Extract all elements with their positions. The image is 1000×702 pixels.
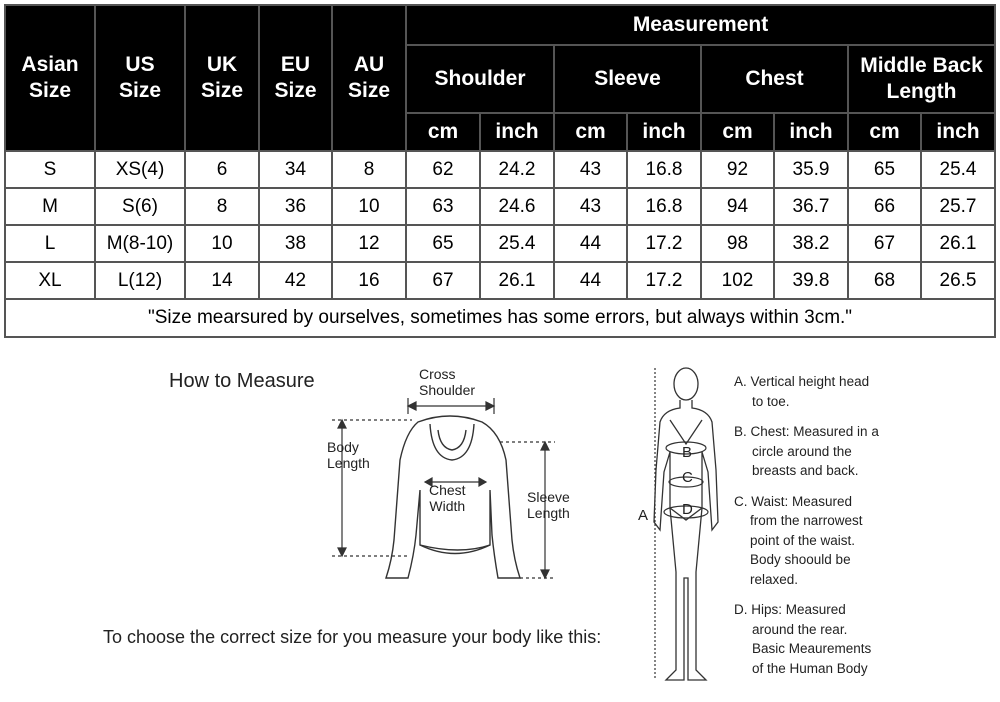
marker-a: A bbox=[638, 507, 649, 524]
table-cell: 17.2 bbox=[627, 225, 701, 262]
table-cell: 24.2 bbox=[480, 151, 554, 188]
table-cell: 39.8 bbox=[774, 262, 848, 299]
header-uk-size: UK Size bbox=[185, 5, 259, 151]
table-cell: 25.4 bbox=[921, 151, 995, 188]
table-cell: 26.1 bbox=[921, 225, 995, 262]
table-row bbox=[5, 151, 995, 188]
table-cell: 36.7 bbox=[774, 188, 848, 225]
table-cell: 43 bbox=[554, 188, 627, 225]
header-chest: Chest bbox=[701, 45, 848, 113]
table-cell: 44 bbox=[554, 262, 627, 299]
table-cell: 14 bbox=[185, 262, 259, 299]
table-cell: 44 bbox=[554, 225, 627, 262]
header-us-size: US Size bbox=[95, 5, 185, 151]
chest-width-label: Chest Width bbox=[429, 482, 466, 514]
table-row bbox=[5, 262, 995, 299]
table-row bbox=[5, 225, 995, 262]
table-cell: 62 bbox=[406, 151, 480, 188]
table-note: "Size mearsured by ourselves, sometimes has some errors, but always within 3cm." bbox=[5, 299, 995, 337]
header-cm: cm bbox=[554, 113, 627, 151]
table-cell: L(12) bbox=[95, 262, 185, 299]
note-d: D. Hips: Measured around the rear. Basic Meaurements of the Human Body bbox=[734, 602, 872, 676]
table-cell: 38 bbox=[259, 225, 332, 262]
marker-d: D bbox=[682, 501, 693, 518]
human-figure bbox=[654, 368, 718, 680]
table-cell: 16.8 bbox=[627, 188, 701, 225]
table-cell: 25.4 bbox=[480, 225, 554, 262]
table-cell: 67 bbox=[848, 225, 921, 262]
table-cell: 17.2 bbox=[627, 262, 701, 299]
cross-shoulder-arrow bbox=[408, 398, 494, 414]
table-cell: M(8-10) bbox=[95, 225, 185, 262]
header-measurement: Measurement bbox=[406, 5, 995, 45]
table-cell: M bbox=[5, 188, 95, 225]
table-cell: 8 bbox=[185, 188, 259, 225]
header-au-size: AU Size bbox=[332, 5, 406, 151]
header-sleeve: Sleeve bbox=[554, 45, 701, 113]
table-cell: 25.7 bbox=[921, 188, 995, 225]
table-cell: 67 bbox=[406, 262, 480, 299]
table-cell: 68 bbox=[848, 262, 921, 299]
table-cell: 10 bbox=[332, 188, 406, 225]
table-cell: 102 bbox=[701, 262, 774, 299]
table-cell: 16.8 bbox=[627, 151, 701, 188]
table-cell: XL bbox=[5, 262, 95, 299]
table-cell: 92 bbox=[701, 151, 774, 188]
table-cell: 42 bbox=[259, 262, 332, 299]
table-cell: 36 bbox=[259, 188, 332, 225]
cross-shoulder-label: Cross Shoulder bbox=[419, 366, 476, 398]
header-asian-size: Asian Size bbox=[5, 5, 95, 151]
table-cell: 66 bbox=[848, 188, 921, 225]
table-cell: 65 bbox=[848, 151, 921, 188]
note-b: B. Chest: Measured in a circle around the breasts and back. bbox=[734, 424, 879, 478]
body-length-label: Body Length bbox=[327, 439, 370, 471]
choose-size-text: To choose the correct size for you measure your body like this: bbox=[103, 627, 602, 647]
table-cell: 24.6 bbox=[480, 188, 554, 225]
marker-c: C bbox=[682, 469, 693, 486]
table-cell: 12 bbox=[332, 225, 406, 262]
table-cell: 26.1 bbox=[480, 262, 554, 299]
table-cell: 35.9 bbox=[774, 151, 848, 188]
header-cm: cm bbox=[701, 113, 774, 151]
table-cell: 6 bbox=[185, 151, 259, 188]
header-cm: cm bbox=[406, 113, 480, 151]
table-cell: 65 bbox=[406, 225, 480, 262]
sleeve-length-label: Sleeve Length bbox=[527, 489, 570, 521]
header-shoulder: Shoulder bbox=[406, 45, 554, 113]
table-cell: 43 bbox=[554, 151, 627, 188]
table-cell: 26.5 bbox=[921, 262, 995, 299]
table-cell: 16 bbox=[332, 262, 406, 299]
measurement-guide bbox=[0, 340, 1000, 702]
header-inch: inch bbox=[774, 113, 848, 151]
table-cell: L bbox=[5, 225, 95, 262]
table-cell: XS(4) bbox=[95, 151, 185, 188]
header-middle-back-length: Middle Back Length bbox=[848, 45, 995, 113]
table-row bbox=[5, 188, 995, 225]
header-inch: inch bbox=[480, 113, 554, 151]
how-to-measure-title: How to Measure bbox=[169, 370, 315, 392]
header-inch: inch bbox=[921, 113, 995, 151]
table-cell: 34 bbox=[259, 151, 332, 188]
size-chart-table bbox=[4, 4, 996, 338]
header-inch: inch bbox=[627, 113, 701, 151]
note-c: C. Waist: Measured from the narrowest point of the waist. Body shoould be relaxed. bbox=[734, 493, 863, 587]
table-cell: 98 bbox=[701, 225, 774, 262]
table-cell: 94 bbox=[701, 188, 774, 225]
body-notes bbox=[734, 372, 879, 678]
marker-b: B bbox=[682, 444, 693, 461]
note-a: A. Vertical height head to toe. bbox=[734, 374, 870, 409]
table-cell: 63 bbox=[406, 188, 480, 225]
header-cm: cm bbox=[848, 113, 921, 151]
table-cell: S(6) bbox=[95, 188, 185, 225]
table-cell: S bbox=[5, 151, 95, 188]
table-cell: 10 bbox=[185, 225, 259, 262]
table-cell: 8 bbox=[332, 151, 406, 188]
table-cell: 38.2 bbox=[774, 225, 848, 262]
header-eu-size: EU Size bbox=[259, 5, 332, 151]
